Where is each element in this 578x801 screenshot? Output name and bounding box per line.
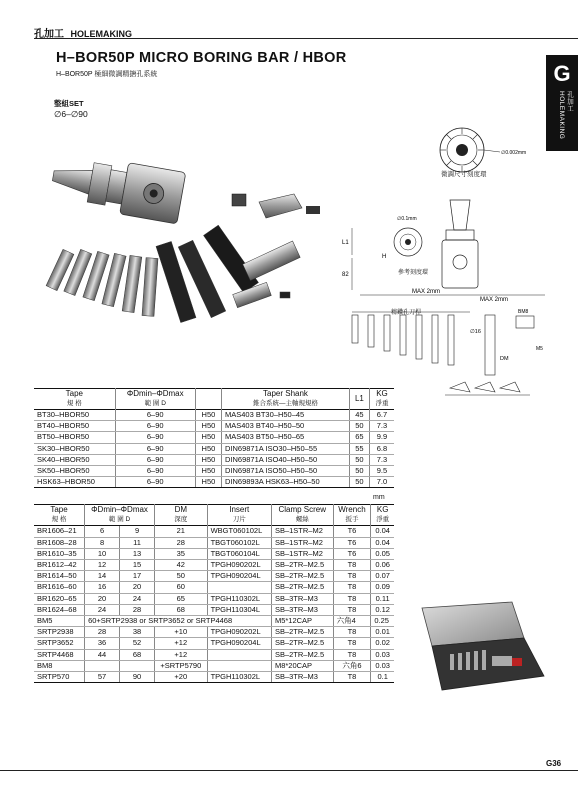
table-cell: 六角4 (333, 616, 371, 627)
table-cell: +20 (155, 672, 208, 683)
table-cell: 24 (85, 604, 120, 615)
col2-kg: KG (371, 505, 394, 516)
table-cell: 7.3 (369, 421, 394, 432)
table-cell: BM8 (34, 660, 85, 671)
table-cell: 16 (85, 582, 120, 593)
table-cell: BM5 (34, 616, 85, 627)
table-cell: 6–90 (115, 477, 195, 488)
table-row (34, 660, 394, 671)
table-cell: SB–3TR–M3 (271, 604, 333, 615)
table-row (34, 616, 394, 627)
col-tape: Tape (65, 389, 83, 398)
table-cell: 65 (349, 432, 369, 443)
table-cell: +10 (155, 627, 208, 638)
col2-range: ΦDmin–ΦDmax (85, 505, 155, 516)
table-row (34, 432, 394, 443)
table-cell: T8 (333, 582, 371, 593)
table-row (34, 466, 394, 477)
table-cell: 6–90 (115, 410, 195, 421)
table-row (34, 604, 394, 615)
table-cell: BR1612–42 (34, 560, 85, 571)
table-cell: 44 (85, 649, 120, 660)
table-cell: H50 (195, 421, 221, 432)
set-label: 整組SET (54, 99, 84, 108)
table-cell: 6–90 (115, 443, 195, 454)
col2-range-cn: 範 圍 D (85, 515, 155, 526)
col-h (195, 389, 221, 400)
table-row (34, 672, 394, 683)
table-cell: 0.01 (371, 627, 394, 638)
table-cell: 90 (120, 672, 155, 683)
table-cell: 42 (155, 560, 208, 571)
table-cell: SB–3TR–M3 (271, 672, 333, 683)
table-cell: 12 (85, 560, 120, 571)
table-cell: T8 (333, 638, 371, 649)
table-cell: MAS403 BT50–H50–65 (222, 432, 350, 443)
table-cell: 10 (85, 548, 120, 559)
table-cell: T8 (333, 672, 371, 683)
table-cell: 45 (349, 410, 369, 421)
table-cell (207, 649, 271, 660)
col-range-cn: 範 圍 D (115, 399, 195, 410)
table-row (34, 477, 394, 488)
col-tape-cn: 規 格 (66, 400, 82, 407)
table-cell: 0.09 (371, 582, 394, 593)
phi16: ∅16 (470, 329, 481, 335)
table-cell: TPGH090204L (207, 638, 271, 649)
table-cell: 7.0 (369, 477, 394, 488)
table-cell: 15 (120, 560, 155, 571)
col2-wrench: Wrench (333, 505, 371, 516)
table-cell: SK40–HBOR50 (34, 454, 115, 465)
table-cell: 60 (155, 582, 208, 593)
tool-case-photo (412, 598, 552, 698)
table-cell: 9.9 (369, 432, 394, 443)
table-cell: SRTP570 (34, 672, 85, 683)
table-cell: 0.04 (371, 526, 394, 537)
table-cell: 60+SRTP2938 or SRTP3652 or SRTP4468 (85, 616, 272, 627)
col2-tape: Tape (50, 505, 68, 514)
table-cell: DIN69871A ISO30–H50–55 (222, 443, 350, 454)
table-cell: +SRTP5790 (155, 660, 208, 671)
table-cell: BR1610–35 (34, 548, 85, 559)
table-cell: SB–2TR–M2.5 (271, 627, 333, 638)
bottom-divider (0, 770, 578, 771)
table-cell (207, 660, 271, 671)
table-cell: T8 (333, 560, 371, 571)
page-title: H–BOR50P MICRO BORING BAR / HBOR (56, 50, 347, 66)
table-cell: 9 (120, 526, 155, 537)
dm-label: DM (500, 356, 509, 362)
table-cell: 28 (155, 537, 208, 548)
table-cell: 50 (155, 571, 208, 582)
table-cell: SB–1STR–M2 (271, 548, 333, 559)
unit-label: mm (373, 494, 385, 501)
table-cell: 0.07 (371, 571, 394, 582)
page-number: G36 (546, 759, 562, 768)
table-cell: DIN69871A ISO50–H50–50 (222, 466, 350, 477)
table-cell: T8 (333, 649, 371, 660)
col2-screw-cn: 螺絲 (271, 515, 333, 526)
table-cell: 6 (85, 526, 120, 537)
section-tab-text (558, 91, 574, 151)
table-cell: +12 (155, 649, 208, 660)
boring-head-holder (49, 160, 186, 224)
label-82: 82 (342, 272, 349, 278)
table-cell: 50 (349, 477, 369, 488)
table-cell: TBGT060102L (207, 537, 271, 548)
table-cell: 6.8 (369, 443, 394, 454)
table-cell: SRTP2938 (34, 627, 85, 638)
table-row (34, 454, 394, 465)
col2-dm-cn: 深度 (155, 515, 208, 526)
section-tab-cn: 孔加工 (566, 91, 573, 112)
table-cell: 6–90 (115, 421, 195, 432)
table-cell: TPGH110304L (207, 604, 271, 615)
table-cell: TPGH090204L (207, 571, 271, 582)
table-cell: 68 (155, 604, 208, 615)
table-cell: TPGH110302L (207, 593, 271, 604)
boring-bars (46, 225, 258, 322)
table-cell: T8 (333, 604, 371, 615)
table-cell: 50 (349, 454, 369, 465)
table-row (34, 649, 394, 660)
table-cell: 0.06 (371, 560, 394, 571)
m5-label: M5 (536, 346, 543, 352)
table-cell: H50 (195, 443, 221, 454)
table-cell: 6–90 (115, 466, 195, 477)
top-divider (34, 38, 578, 39)
col-taper-cn: 錐合系統—主軸規規格 (222, 399, 350, 410)
table-cell: SB–2TR–M2.5 (271, 582, 333, 593)
col2-dm: DM (155, 505, 208, 516)
table-cell: 11 (120, 537, 155, 548)
dial-value: ∅0.002mm (501, 150, 527, 156)
table-cell: 7.3 (369, 454, 394, 465)
col-l1: L1 (349, 389, 369, 410)
table-cell: 6.7 (369, 410, 394, 421)
table-cell: SB–2TR–M2.5 (271, 638, 333, 649)
max-left: MAX 2mm (412, 289, 441, 295)
label-l1: L1 (342, 240, 349, 246)
table-cell: M5*12CAP (271, 616, 333, 627)
label-h: H (382, 254, 387, 260)
table-cell: 13 (120, 548, 155, 559)
table-cell: 0.12 (371, 604, 394, 615)
col2-screw: Clamp Screw (271, 505, 333, 516)
table-row (34, 582, 394, 593)
screw-part (232, 194, 246, 206)
table-cell: T6 (333, 537, 371, 548)
table-cell: BT50–HBOR50 (34, 432, 115, 443)
table-cell (207, 582, 271, 593)
table-cell: 0.05 (371, 548, 394, 559)
table-cell: HSK63–HBOR50 (34, 477, 115, 488)
page-subtitle: H–BOR50P 極細微調精搪孔系統 (56, 71, 158, 78)
table-cell: +12 (155, 638, 208, 649)
table-cell: SB–1STR–M2 (271, 537, 333, 548)
section-header-cn: 孔加工 (34, 29, 64, 40)
col2-wrench-cn: 扳手 (333, 515, 371, 526)
table-cell: 24 (120, 593, 155, 604)
table-cell: 20 (120, 582, 155, 593)
table-cell: 0.03 (371, 649, 394, 660)
table-cell: 36 (85, 638, 120, 649)
bm8-label: BM8 (518, 309, 529, 315)
table-cell: 50 (349, 421, 369, 432)
table-cell: 0.04 (371, 537, 394, 548)
table-cell: 六角6 (333, 660, 371, 671)
table-cell: M8*20CAP (271, 660, 333, 671)
table-cell: SRTP3652 (34, 638, 85, 649)
table-cell: 0.03 (371, 660, 394, 671)
gauge-value: ∅0.1mm (397, 216, 417, 222)
table-cell: 0.1 (371, 672, 394, 683)
table-cell: SK30–HBOR50 (34, 443, 115, 454)
table-cell: 55 (349, 443, 369, 454)
table-cell: TBGT060104L (207, 548, 271, 559)
table-row (34, 421, 394, 432)
table-cell: BR1624–68 (34, 604, 85, 615)
product-photo (44, 160, 334, 330)
section-header-en: HOLEMAKING (70, 29, 133, 39)
col-taper: Taper Shank (222, 389, 350, 400)
bar-row (352, 315, 495, 375)
table-cell: H50 (195, 410, 221, 421)
col-range: ΦDmin–ΦDmax (115, 389, 195, 400)
table-cell: 65 (155, 593, 208, 604)
table-cell: BR1606–21 (34, 526, 85, 537)
dial-caption: 微調尺寸刻度環 (441, 171, 487, 178)
taper-shank-table (34, 388, 394, 488)
table-cell: MAS403 BT30–H50–45 (222, 410, 350, 421)
table-cell: TPGH110302L (207, 672, 271, 683)
table-cell: 0.02 (371, 638, 394, 649)
table-cell: 21 (155, 526, 208, 537)
spindle-holder (442, 200, 478, 288)
fine-bar-label: 精鑽孔刀桿 (391, 310, 422, 316)
table-row (34, 560, 394, 571)
table-cell: TPGH090202L (207, 560, 271, 571)
table-cell: 50 (349, 466, 369, 477)
table-cell: MAS403 BT40–H50–50 (222, 421, 350, 432)
reference-dial (394, 228, 422, 256)
table-row (34, 443, 394, 454)
section-tab-en: HOLEMAKING (558, 91, 565, 140)
table-row (34, 627, 394, 638)
table-cell: T8 (333, 593, 371, 604)
table-cell: BT30–HBOR50 (34, 410, 115, 421)
table-row (34, 638, 394, 649)
table-cell: T8 (333, 571, 371, 582)
table-cell: BR1620–65 (34, 593, 85, 604)
set-range: ∅6–∅90 (54, 109, 88, 119)
table-cell: 9.5 (369, 466, 394, 477)
table-cell: 8 (85, 537, 120, 548)
max-right: MAX 2mm (480, 297, 509, 303)
table-row (34, 526, 394, 537)
table-cell: SRTP4468 (34, 649, 85, 660)
table-cell: 68 (120, 649, 155, 660)
table-row (34, 571, 394, 582)
table-cell: TPGH090202L (207, 627, 271, 638)
table-cell: 0.11 (371, 593, 394, 604)
col2-tape-cn: 規 格 (51, 516, 67, 524)
col-kg-cn: 淨重 (369, 399, 394, 410)
table-cell: SK50–HBOR50 (34, 466, 115, 477)
table-cell: 20 (85, 593, 120, 604)
table-cell: 38 (120, 627, 155, 638)
col-kg: KG (369, 389, 394, 400)
boring-bar-table (34, 504, 394, 683)
table-cell: T6 (333, 548, 371, 559)
table-cell: T8 (333, 627, 371, 638)
table-cell: 35 (155, 548, 208, 559)
table-cell: BR1608–28 (34, 537, 85, 548)
table-cell: 52 (120, 638, 155, 649)
table-cell: 28 (85, 627, 120, 638)
table-cell: T6 (333, 526, 371, 537)
clamp-screw (306, 206, 320, 214)
table-cell: 17 (120, 571, 155, 582)
table-cell: SB–2TR–M2.5 (271, 560, 333, 571)
table-cell (85, 660, 120, 671)
table-cell: SB–2TR–M2.5 (271, 571, 333, 582)
table-cell: 6–90 (115, 454, 195, 465)
table-cell: H50 (195, 477, 221, 488)
section-tab-letter: G (553, 61, 571, 86)
table-cell: 57 (85, 672, 120, 683)
table-row (34, 548, 394, 559)
col-h-cn (195, 399, 221, 410)
table-cell: BT40–HBOR50 (34, 421, 115, 432)
table-cell: 14 (85, 571, 120, 582)
table-cell: 28 (120, 604, 155, 615)
table-cell: BR1616–60 (34, 582, 85, 593)
gauge-caption: 參考刻度環 (398, 270, 429, 276)
table-row (34, 410, 394, 421)
table-cell: 6–90 (115, 432, 195, 443)
table-cell: BR1614–50 (34, 571, 85, 582)
table-cell: SB–1STR–M2 (271, 526, 333, 537)
col2-kg-cn: 淨重 (371, 515, 394, 526)
table-cell: H50 (195, 454, 221, 465)
table-cell: H50 (195, 466, 221, 477)
table-cell: 0.25 (371, 616, 394, 627)
table-cell: DIN69893A HSK63–H50–50 (222, 477, 350, 488)
technical-diagram (330, 120, 555, 410)
table-cell: SB–3TR–M3 (271, 593, 333, 604)
table-cell: H50 (195, 432, 221, 443)
insert-row (445, 382, 530, 395)
table-cell (120, 660, 155, 671)
table-cell: WBGT060102L (207, 526, 271, 537)
micro-dial (440, 128, 484, 172)
insert-block (259, 194, 302, 218)
table-cell: DIN69871A ISO40–H50–50 (222, 454, 350, 465)
col2-insert: Insert (207, 505, 271, 516)
col2-insert-cn: 刀片 (207, 515, 271, 526)
table-row (34, 593, 394, 604)
table-row (34, 537, 394, 548)
table-cell: SB–2TR–M2.5 (271, 649, 333, 660)
